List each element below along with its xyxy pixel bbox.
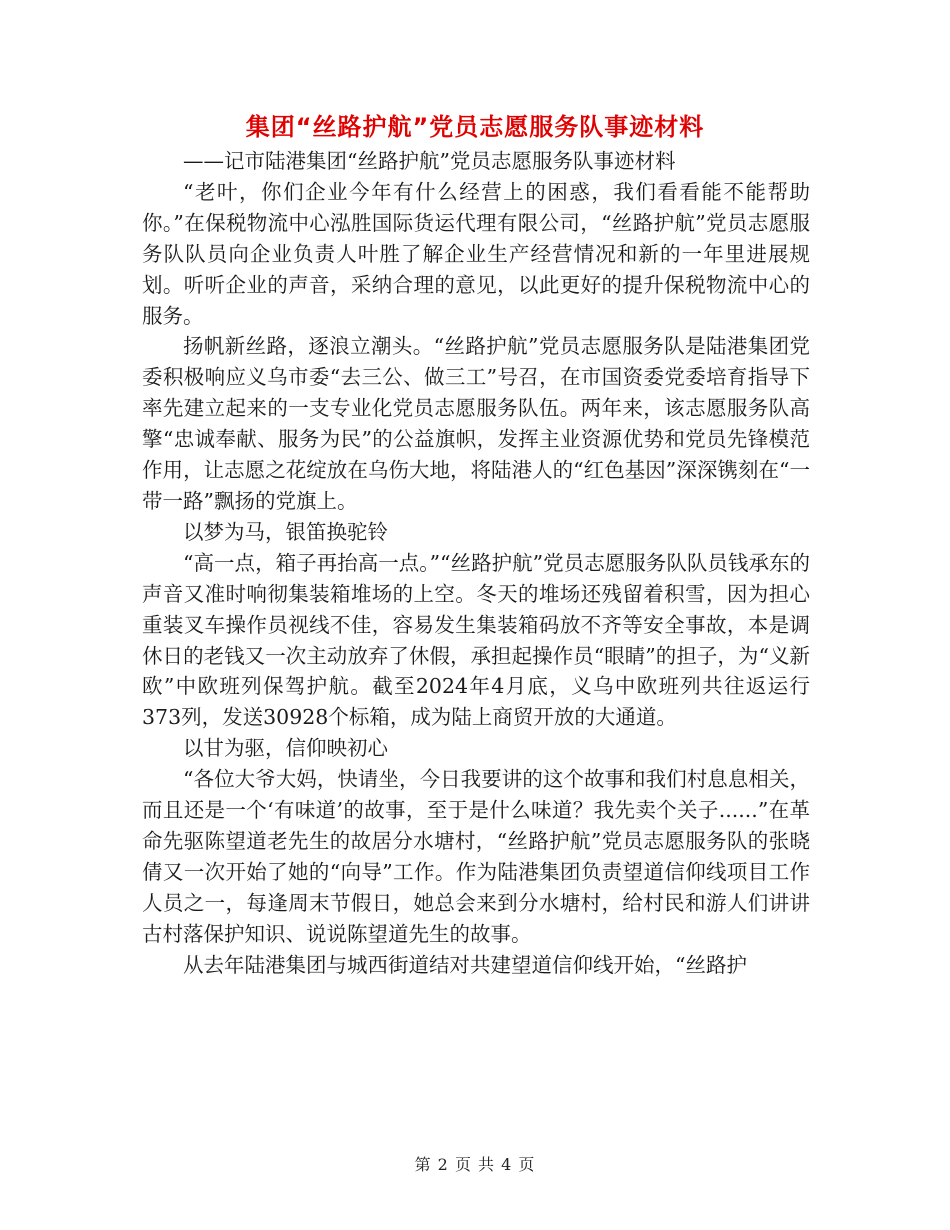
body-paragraph: “高一点，箱子再抬高一点。”“丝路护航”党员志愿服务队队员钱承东的声音又准时响彻集装箱堆场的上空。冬天的堆场还残留着积雪，因为担心重装叉车操作员视线不佳，容易发生集装箱码放不齐等安全事故，本是调休日的老钱又一次主动放弃了休假，承担起操作员“眼睛”的担子，为“义新欧”中欧班列保驾护航。截至2024年4月底，义乌中欧班列共往返运行373列，发送30928个标箱，成为陆上商贸开放的大通道。 [142,550,810,730]
body-paragraph: “各位大爷大妈，快请坐，今日我要讲的这个故事和我们村息息相关，而且还是一个‘有味道’的故事，至于是什么味道？我先卖个关子......”在革命先驱陈望道老先生的故居分水塘村，“丝路护航”党员志愿服务队的张晓倩又一次开始了她的“向导”工作。作为陆港集团负责望道信仰线项目工作人员之一，每逢周末节假日，她总会来到分水塘村，给村民和游人们讲讲古村落保护知识、说说陈望道先生的故事。 [142,767,810,946]
body-paragraph: 从去年陆港集团与城西街道结对共建望道信仰线开始，“丝路护 [183,952,747,977]
body-paragraph: “老叶，你们企业今年有什么经营上的困惑，我们看看能不能帮助你。”在保税物流中心泓胜国际货运代理有限公司，“丝路护航”党员志愿服务队队员向企业负责人叶胜了解企业生产经营情况和新的一年里进展规划。听听企业的声音，采纳合理的意见，以此更好的提升保税物流中心的服务。 [142,179,810,328]
document-body [142,146,810,980]
page-number: 第 2 页 共 4 页 [414,1155,536,1174]
subtitle-paragraph: ——记市陆港集团“丝路护航”党员志愿服务队事迹材料 [183,149,676,173]
body-paragraph: 扬帆新丝路，逐浪立潮头。“丝路护航”党员志愿服务队是陆港集团党委积极响应义乌市委“去三公、做三工”号召，在市国资委党委培育指导下率先建立起来的一支专业化党员志愿服务队伍。两年来，该志愿服务队高擎“忠诚奉献、服务为民”的公益旗帜，发挥主业资源优势和党员先锋模范作用，让志愿之花绽放在乌伤大地，将陆港人的“红色基因”深深镌刻在“一带一路”飘扬的党旗上。 [142,334,810,513]
section-heading: 以甘为驱，信仰映初心 [183,736,388,761]
document-title: 集团“丝路护航”党员志愿服务队事迹材料 [245,113,705,141]
section-heading: 以梦为马，银笛换驼铃 [183,519,388,544]
